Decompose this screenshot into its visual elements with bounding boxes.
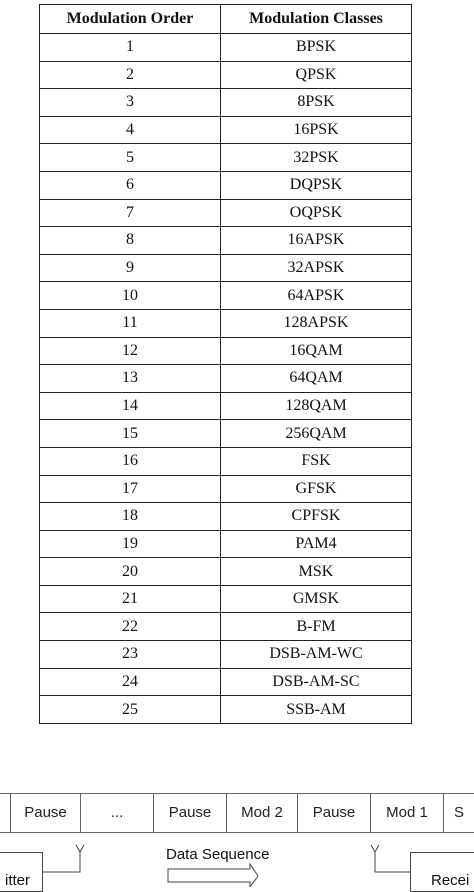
transmitter-antenna-feed <box>43 852 80 872</box>
table-body <box>40 34 412 724</box>
transmitter-antenna-icon <box>76 845 84 852</box>
table-row <box>40 116 412 144</box>
cell-modulation-class: PAM4 <box>221 530 412 558</box>
data-sequence-strip <box>0 793 474 833</box>
table-row <box>40 227 412 255</box>
table-row <box>40 696 412 724</box>
cell-modulation-order: 15 <box>40 420 221 448</box>
cell-modulation-class: 16APSK <box>221 227 412 255</box>
table-row <box>40 34 412 62</box>
table-row <box>40 530 412 558</box>
cell-modulation-class: 16PSK <box>221 116 412 144</box>
cell-modulation-class: 8PSK <box>221 89 412 117</box>
table-row <box>40 171 412 199</box>
data-sequence-arrow-icon <box>168 864 258 887</box>
sequence-cell: Mod 2 <box>227 794 298 832</box>
cell-modulation-class: GFSK <box>221 475 412 503</box>
cell-modulation-order: 8 <box>40 227 221 255</box>
cell-modulation-order: 10 <box>40 282 221 310</box>
cell-modulation-order: 25 <box>40 696 221 724</box>
table-row <box>40 447 412 475</box>
cell-modulation-class: 128APSK <box>221 309 412 337</box>
cell-modulation-order: 24 <box>40 668 221 696</box>
cell-modulation-order: 5 <box>40 144 221 172</box>
table-row <box>40 613 412 641</box>
cell-modulation-class: MSK <box>221 558 412 586</box>
table-row <box>40 503 412 531</box>
cell-modulation-class: DSB-AM-SC <box>221 668 412 696</box>
table-row <box>40 641 412 669</box>
cell-modulation-class: BPSK <box>221 34 412 62</box>
sequence-cell: S <box>453 804 464 821</box>
cell-modulation-order: 18 <box>40 503 221 531</box>
cell-modulation-order: 2 <box>40 61 221 89</box>
cell-modulation-class: 16QAM <box>221 337 412 365</box>
table-row <box>40 89 412 117</box>
transmitter-box <box>0 852 43 892</box>
cell-modulation-order: 20 <box>40 558 221 586</box>
sequence-cell: Pause <box>11 794 81 832</box>
header-modulation-classes: Modulation Classes <box>221 5 412 34</box>
transmitter-label: itter <box>5 872 31 889</box>
header-modulation-order: Modulation Order <box>40 5 221 34</box>
table-row <box>40 668 412 696</box>
cell-modulation-class: 64APSK <box>221 282 412 310</box>
cell-modulation-order: 22 <box>40 613 221 641</box>
table-row <box>40 558 412 586</box>
cell-modulation-order: 23 <box>40 641 221 669</box>
cell-modulation-order: 12 <box>40 337 221 365</box>
cell-modulation-class: 128QAM <box>221 392 412 420</box>
cell-modulation-order: 6 <box>40 171 221 199</box>
cell-modulation-order: 4 <box>40 116 221 144</box>
cell-modulation-order: 9 <box>40 254 221 282</box>
cell-modulation-class: GMSK <box>221 585 412 613</box>
cell-modulation-class: B-FM <box>221 613 412 641</box>
sequence-cell: Pause <box>154 794 227 832</box>
receiver-label: Recei <box>431 872 470 889</box>
table-row <box>40 585 412 613</box>
receiver-antenna-icon <box>371 845 379 852</box>
cell-modulation-class: SSB-AM <box>221 696 412 724</box>
sequence-cell: ... <box>81 794 154 832</box>
table-row <box>40 420 412 448</box>
sequence-cell: Mod 1 <box>371 794 444 832</box>
cell-modulation-order: 19 <box>40 530 221 558</box>
cell-modulation-order: 1 <box>40 34 221 62</box>
sequence-cell: Pause <box>298 794 371 832</box>
modulation-table <box>39 4 412 724</box>
receiver-antenna-feed <box>375 852 410 872</box>
table-row <box>40 337 412 365</box>
table-row <box>40 144 412 172</box>
sequence-cell <box>0 794 11 832</box>
cell-modulation-class: QPSK <box>221 61 412 89</box>
table-header-row <box>40 5 412 34</box>
cell-modulation-class: FSK <box>221 447 412 475</box>
table-row <box>40 254 412 282</box>
cell-modulation-order: 16 <box>40 447 221 475</box>
table-row <box>40 309 412 337</box>
cell-modulation-class: 32APSK <box>221 254 412 282</box>
table-row <box>40 61 412 89</box>
cell-modulation-class: 32PSK <box>221 144 412 172</box>
cell-modulation-class: OQPSK <box>221 199 412 227</box>
cell-modulation-order: 13 <box>40 365 221 393</box>
cell-modulation-class: CPFSK <box>221 503 412 531</box>
data-sequence-label: Data Sequence <box>166 846 270 863</box>
table-row <box>40 392 412 420</box>
cell-modulation-order: 17 <box>40 475 221 503</box>
cell-modulation-order: 3 <box>40 89 221 117</box>
cell-modulation-order: 21 <box>40 585 221 613</box>
cell-modulation-class: DSB-AM-WC <box>221 641 412 669</box>
cell-modulation-class: 256QAM <box>221 420 412 448</box>
cell-modulation-order: 7 <box>40 199 221 227</box>
cell-modulation-order: 14 <box>40 392 221 420</box>
table-row <box>40 365 412 393</box>
table-row <box>40 199 412 227</box>
table-row <box>40 282 412 310</box>
cell-modulation-order: 11 <box>40 309 221 337</box>
receiver-box <box>410 852 474 892</box>
cell-modulation-class: DQPSK <box>221 171 412 199</box>
table-row <box>40 475 412 503</box>
cell-modulation-class: 64QAM <box>221 365 412 393</box>
